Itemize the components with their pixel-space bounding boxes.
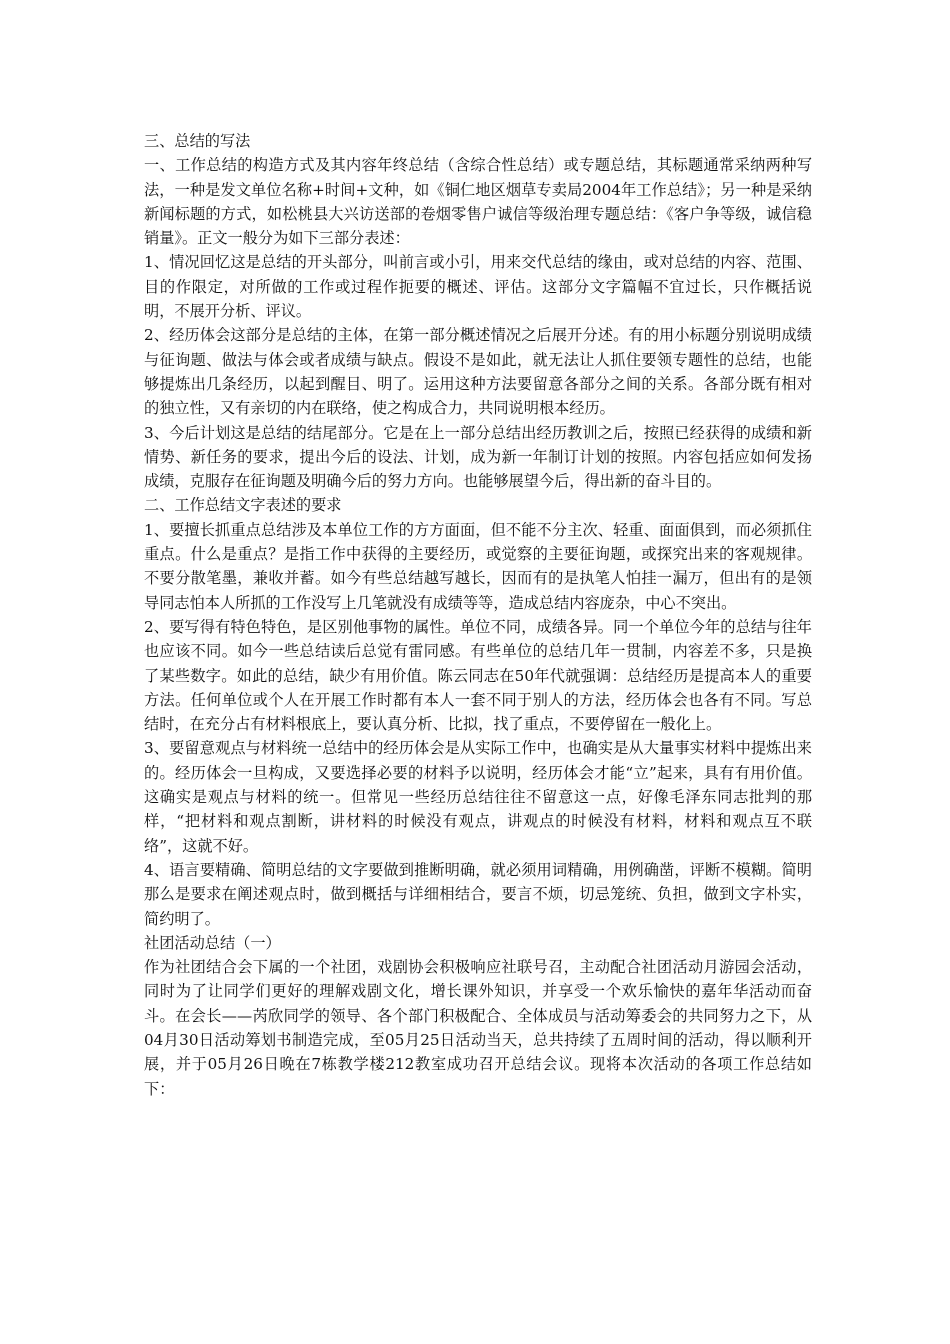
body-paragraph: 4、语言要精确、简明总结的文字要做到推断明确，就必须用词精确，用例确凿，评断不模糊。简明那么是要求在阐述观点时，做到概括与详细相结合，要言不烦，切忌笼统、负担，做到文字朴实，简约明了。 xyxy=(144,860,812,928)
body-paragraph: 3、要留意观点与材料统一总结中的经历体会是从实际工作中，也确实是从大量事实材料中提炼出来的。经历体会一旦构成，又要选择必要的材料予以说明，经历体会才能“立”起来，具有有用价值。这确实是观点与材料的统一。但常见一些经历总结往往不留意这一点，好像毛泽东同志批判的那样，“把材料和观点割断，讲材料的时候没有观点，讲观点的时候没有材料，材料和观点互不联络”，这就不好。 xyxy=(144,739,812,855)
body-paragraph: 1、要擅长抓重点总结涉及本单位工作的方方面面，但不能不分主次、轻重、面面俱到，而必须抓住重点。什么是重点？是指工作中获得的主要经历，或觉察的主要征询题，或探究出来的客观规律。不要分散笔墨，兼收并蓄。如今有些总结越写越长，因而有的是执笔人怕挂一漏万，但出有的是领导同志怕本人所抓的工作没写上几笔就没有成绩等等，造成总结内容庞杂，中心不突出。 xyxy=(144,520,812,612)
body-paragraph: 3、今后计划这是总结的结尾部分。它是在上一部分总结出经历教训之后，按照已经获得的成绩和新情势、新任务的要求，提出今后的设法、计划，成为新一年制订计划的按照。内容包括应如何发扬成绩，克服存在征询题及明确今后的努力方向。也能够展望今后，得出新的奋斗目的。 xyxy=(144,423,812,491)
body-paragraph: 2、要写得有特色特色，是区别他事物的属性。单位不同，成绩各异。同一个单位今年的总结与往年也应该不同。如今一些总结读后总觉有雷同感。有些单位的总结几年一贯制，内容差不多，只是换了某些数字。如此的总结，缺少有用价值。陈云同志在50年代就强调：总结经历是提高本人的重要方法。任何单位或个人在开展工作时都有本人一套不同于别人的方法，经历体会也各有不同。写总结时，在充分占有材料根底上，要认真分析、比拟，找了重点，不要停留在一般化上。 xyxy=(144,617,812,734)
document-body xyxy=(144,129,812,1101)
section-heading: 社团活动总结（一） xyxy=(144,933,281,952)
body-paragraph: 作为社团结合会下属的一个社团，戏剧协会积极响应社联号召，主动配合社团活动月游园会活动，同时为了让同学们更好的理解戏剧文化，增长课外知识，并享受一个欢乐愉快的嘉年华活动而奋斗。在会长——芮欣同学的领导、各个部门积极配合、全体成员与活动筹委会的共同努力之下，从04月30日活动筹划书制造完成，至05月25日活动当天，总共持续了五周时间的活动，得以顺利开展，并于05月26日晚在7栋教学楼212教室成功召开总结会议。现将本次活动的各项工作总结如下： xyxy=(144,958,812,1098)
body-paragraph: 2、经历体会这部分是总结的主体，在第一部分概述情况之后展开分述。有的用小标题分别说明成绩与征询题、做法与体会或者成绩与缺点。假设不是如此，就无法让人抓住要领专题性的总结，也能够提炼出几条经历，以起到醒目、明了。运用这种方法要留意各部分之间的关系。各部分既有相对的独立性，又有亲切的内在联络，使之构成合力，共同说明根本经历。 xyxy=(144,326,812,418)
body-paragraph: 1、情况回忆这是总结的开头部分，叫前言或小引，用来交代总结的缘由，或对总结的内容、范围、目的作限定，对所做的工作或过程作扼要的概述、评估。这部分文字篇幅不宜过长，只作概括说明，不展开分析、评议。 xyxy=(144,253,812,321)
body-paragraph: 一、工作总结的构造方式及其内容年终总结（含综合性总结）或专题总结，其标题通常采纳两种写法，一种是发文单位名称+时间+文种，如《铜仁地区烟草专卖局2004年工作总结》；另一种是采纳新闻标题的方式，如松桃县大兴访送部的卷烟零售户诚信等级治理专题总结：《客户争等级，诚信稳销量》。正文一般分为如下三部分表述： xyxy=(144,156,812,248)
section-heading: 三、总结的写法 xyxy=(144,132,251,150)
section-heading: 二、工作总结文字表述的要求 xyxy=(144,496,342,515)
